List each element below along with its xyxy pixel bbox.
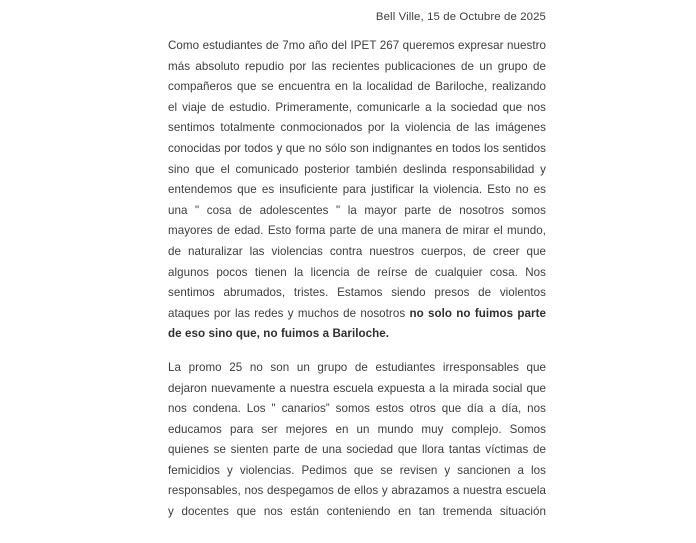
paragraph-1-text: Como estudiantes de 7mo año del IPET 267 queremos expresar nuestro más absoluto repudio por las recientes publicaciones de un grupo de compañeros que se encuentra en la localidad de Bariloche, realizando el viaje de estudio. Primeramente, comunicarle a la sociedad que nos sentimos totalmente conmocionados por la violencia de las imágenes conocidas por todos y que no sólo son indignantes en todos los sentidos sino que el comunicado posterior también deslinda responsabilidad y entendemos que es insuficiente para justificar la violencia. Esto no es una " cosa de adolescentes " la mayor parte de nosotros somos mayores de edad. Esto forma parte de una manera de mirar el mundo, de naturalizar las violencias contra nuestros cuerpos, de creer que algunos pocos tienen la licencia de reírse de cualquier cosa. Nos sentimos abrumados, tristes. Estamos siendo presos de violentos ataques por las redes y muchos de nosotros	[168, 39, 546, 320]
dateline: Bell Ville, 15 de Octubre de 2025	[375, 11, 546, 23]
paragraph-1-bold-text: no solo no fuimos parte de eso sino que, no fuimos a Bariloche.	[168, 306, 546, 341]
paragraph-2: La promo 25 no son un grupo de estudiantes irresponsables que dejaron nuevamente a nuestra escuela expuesta a la mirada social que nos condena. Los " canarios” somos estos otros que día a día, nos educamos para ser mejores en un mundo muy complejo. Somos quienes se sienten parte de una sociedad que llora tantas víctimas de femicidios y violencias. Pedimos que se revisen y sancionen a los responsables, nos despegamos de ellos y abrazamos a nuestra escuela y docentes que nos están conteniendo en tan tremenda situación	[168, 360, 546, 519]
document-body	[168, 36, 546, 543]
paragraph-1	[168, 36, 546, 345]
